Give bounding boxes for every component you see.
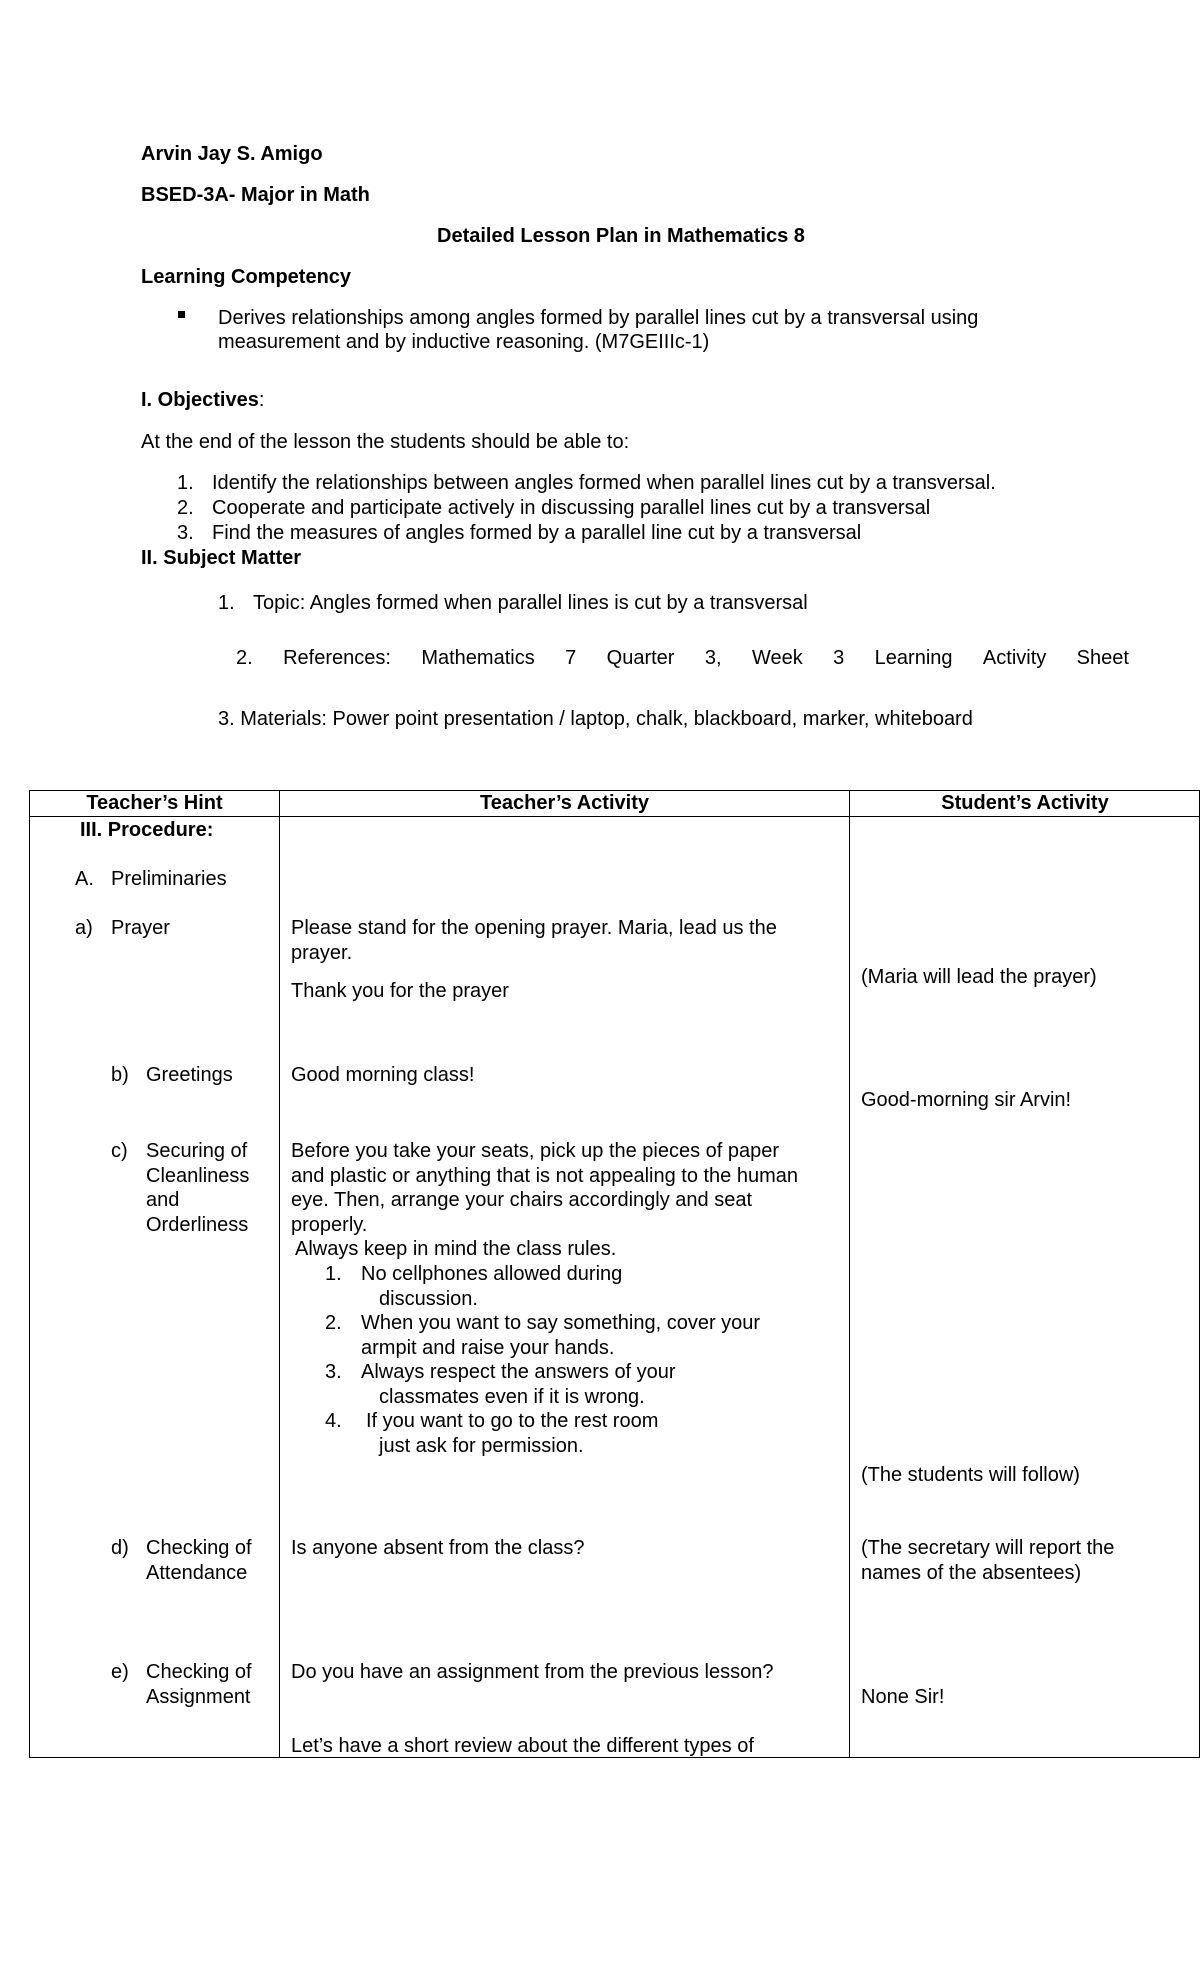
teacher-assignment: Do you have an assignment from the previous lesson? <box>291 1661 774 1683</box>
rule-line: discussion. <box>379 1287 478 1310</box>
hint-line: Assignment <box>146 1685 251 1708</box>
student-prayer: (Maria will lead the prayer) <box>861 966 1097 988</box>
rule-line: armpit and raise your hands. <box>361 1336 615 1359</box>
competency-line-2: measurement and by inductive reasoning. (M7GEIIIc-1) <box>218 331 710 353</box>
hint-attendance <box>146 1536 252 1585</box>
hint-letter: A. <box>75 868 94 890</box>
teacher-attendance: Is anyone absent from the class? <box>291 1537 585 1559</box>
hint-letter: e) <box>111 1661 129 1683</box>
references-word: Sheet <box>1076 647 1129 669</box>
objective-number: 1. <box>177 472 194 494</box>
objective-item: Find the measures of angles formed by a parallel line cut by a transversal <box>212 522 862 544</box>
column-divider <box>279 791 280 1757</box>
hint-preliminaries: Preliminaries <box>111 868 227 890</box>
teacher-line: eye. Then, arrange your chairs accordingly and seat <box>291 1189 753 1211</box>
rule-item <box>361 1360 676 1409</box>
bullet-icon <box>178 311 185 318</box>
rule-number: 3. <box>325 1361 342 1383</box>
teacher-line: prayer. <box>291 941 353 964</box>
references-word: Activity <box>982 647 1047 669</box>
procedure-heading: III. Procedure: <box>80 819 214 841</box>
references-word: 7 <box>565 647 577 669</box>
author-name: Arvin Jay S. Amigo <box>141 143 323 165</box>
page-title: Detailed Lesson Plan in Mathematics 8 <box>437 225 805 247</box>
references-word: 3, <box>704 647 722 669</box>
teacher-review: Let’s have a short review about the different types of <box>291 1735 754 1757</box>
teacher-line: properly. <box>291 1213 368 1236</box>
student-attendance <box>861 1536 1114 1585</box>
objectives-colon: : <box>258 389 265 411</box>
rule-item <box>361 1262 622 1311</box>
hint-letter: c) <box>111 1140 128 1162</box>
rule-line: Always respect the answers of your <box>361 1361 676 1383</box>
teacher-line: Please stand for the opening prayer. Maria, lead us the <box>291 917 777 939</box>
rule-number: 2. <box>325 1312 342 1334</box>
column-header-student: Student’s Activity <box>941 792 1109 814</box>
hint-cleanliness <box>146 1139 249 1237</box>
objectives-heading-text: I. Objectives <box>141 389 259 411</box>
header-divider <box>30 816 1199 817</box>
hint-line: and <box>146 1189 180 1211</box>
competency-heading: Learning Competency <box>141 266 352 288</box>
hint-line: Orderliness <box>146 1213 249 1236</box>
student-greeting: Good-morning sir Arvin! <box>861 1089 1072 1111</box>
rules-intro: Always keep in mind the class rules. <box>295 1238 617 1260</box>
student-cleanliness: (The students will follow) <box>861 1464 1080 1486</box>
rule-line: classmates even if it is wrong. <box>379 1385 645 1408</box>
hint-assignment <box>146 1660 252 1709</box>
hint-line: Securing of <box>146 1140 248 1162</box>
references-word: Learning <box>874 647 953 669</box>
rule-line: When you want to say something, cover your <box>361 1312 761 1334</box>
rule-item <box>361 1311 760 1360</box>
teacher-line: and plastic or anything that is not appealing to the human <box>291 1164 799 1187</box>
subject-matter-heading: II. Subject Matter <box>141 547 302 569</box>
objective-number: 3. <box>177 522 194 544</box>
references-word: Quarter <box>606 647 675 669</box>
competency-line-1: Derives relationships among angles formed by parallel lines cut by a transversal using <box>218 307 979 329</box>
references-line <box>236 646 1129 670</box>
student-assignment: None Sir! <box>861 1686 945 1708</box>
hint-greetings: Greetings <box>146 1064 233 1086</box>
objective-item: Cooperate and participate actively in discussing parallel lines cut by a transversal <box>212 497 931 519</box>
rule-number: 4. <box>325 1410 342 1432</box>
objective-number: 2. <box>177 497 194 519</box>
rule-line: No cellphones allowed during <box>361 1263 623 1285</box>
rule-item <box>366 1409 658 1458</box>
references-word: Week <box>751 647 803 669</box>
teacher-cleanliness <box>291 1139 798 1262</box>
column-divider <box>849 791 850 1757</box>
hint-line: Checking of <box>146 1661 252 1683</box>
hint-line: Checking of <box>146 1537 252 1559</box>
hint-letter: d) <box>111 1537 129 1559</box>
student-line: (The secretary will report the <box>861 1537 1115 1559</box>
hint-letter: a) <box>75 917 93 939</box>
course-label: BSED-3A- Major in Math <box>141 184 370 206</box>
rule-line: just ask for permission. <box>379 1434 584 1457</box>
teacher-greeting: Good morning class! <box>291 1064 475 1086</box>
teacher-prayer <box>291 916 777 1004</box>
objectives-heading <box>141 388 264 412</box>
references-word: 2. <box>236 647 253 669</box>
hint-prayer: Prayer <box>111 917 170 939</box>
student-line: names of the absentees) <box>861 1561 1082 1584</box>
teacher-line: Thank you for the prayer <box>291 980 509 1002</box>
teacher-line: Before you take your seats, pick up the pieces of paper <box>291 1140 780 1162</box>
objectives-intro: At the end of the lesson the students should be able to: <box>141 431 630 453</box>
references-word: 3 <box>833 647 845 669</box>
topic-number: 1. <box>218 592 235 614</box>
column-header-hint: Teacher’s Hint <box>86 792 223 814</box>
lesson-plan-table <box>29 790 1200 1758</box>
references-word: Mathematics <box>421 647 535 669</box>
column-header-teacher: Teacher’s Activity <box>480 792 649 814</box>
hint-letter: b) <box>111 1064 129 1086</box>
topic-text: Topic: Angles formed when parallel lines is cut by a transversal <box>253 592 808 614</box>
rule-number: 1. <box>325 1263 342 1285</box>
references-word: References: <box>283 647 391 669</box>
hint-line: Cleanliness <box>146 1164 250 1187</box>
materials-text: 3. Materials: Power point presentation / laptop, chalk, blackboard, marker, whiteboard <box>218 708 973 730</box>
objective-item: Identify the relationships between angles formed when parallel lines cut by a transversal. <box>212 472 996 494</box>
rule-line: If you want to go to the rest room <box>366 1410 659 1432</box>
hint-line: Attendance <box>146 1561 248 1584</box>
